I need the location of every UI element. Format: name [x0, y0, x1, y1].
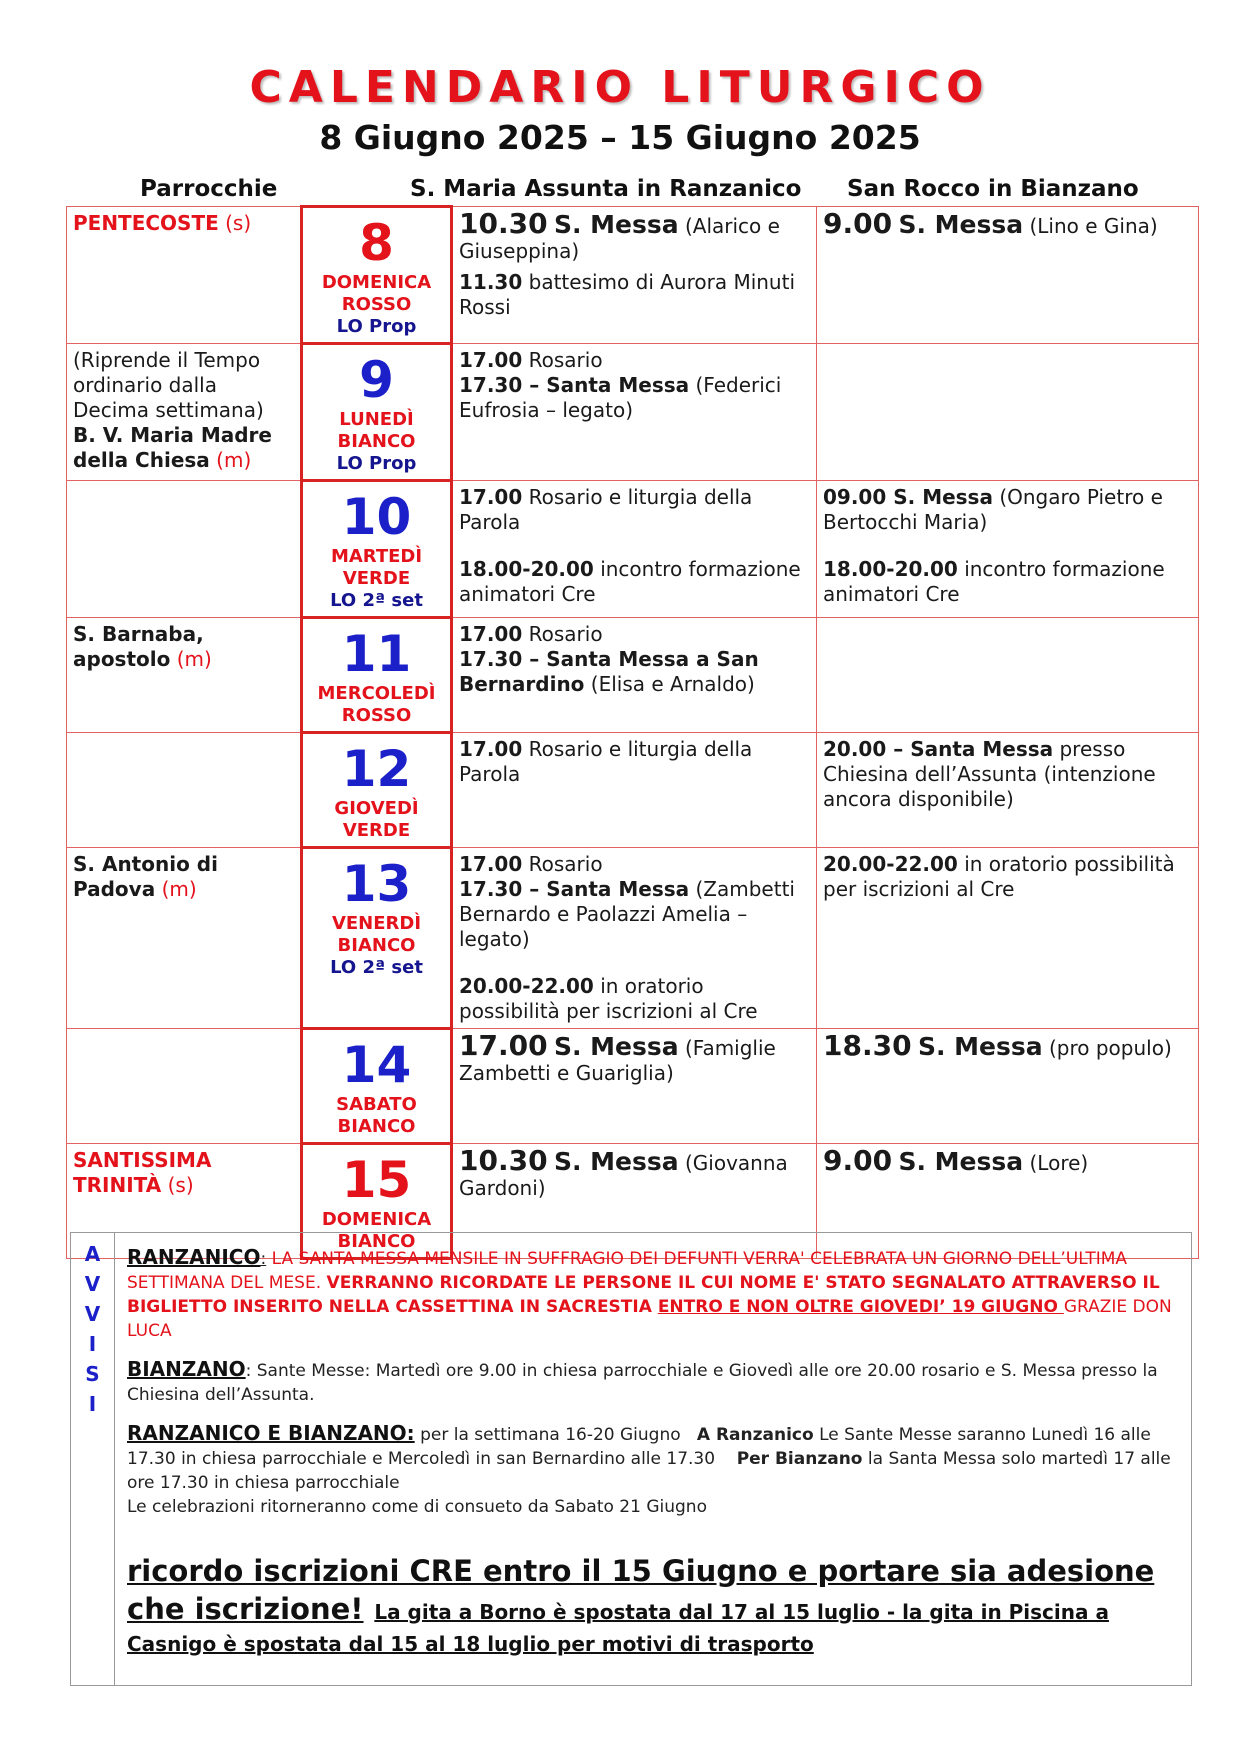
trip-notice: La gita a Borno è spostata dal 17 al 15 luglio - la gita in Piscina a Casnigo è spostata dal 15 al 18 luglio per motivi di trasporto [127, 1600, 1109, 1656]
event-time: 17.00 [459, 622, 523, 646]
notice-text-bold: VERRANNO RICORDATE LE PERSONE IL CUI NOME E' STATO SEGNALATO ATTRAVERSO IL BIGLIETTO INSERITO NELLA CASSETTINA IN SACRESTIA [127, 1273, 1160, 1317]
event-time: 11.30 [459, 270, 523, 294]
ranzanico-cell [452, 618, 817, 733]
event-text: (Ongaro Pietro e Bertocchi Maria) [823, 485, 1163, 534]
event-note: (Lore) [1029, 1151, 1089, 1175]
bianzano-cell [817, 481, 1199, 618]
notice-deadline: ENTRO E NON OLTRE GIOVEDI’ 19 GIUGNO [657, 1297, 1064, 1317]
feast-name: B. V. Maria Madre della Chiesa [73, 423, 272, 472]
feast-name: SANTISSIMA TRINITÀ [73, 1148, 212, 1197]
liturgical-color: ROSSO [341, 705, 412, 726]
column-header-parrocchie: Parrocchie [140, 176, 278, 202]
event-time: 17.00 [459, 852, 523, 876]
feast-cell [67, 207, 302, 344]
event-time: 17.30 – Santa Messa [459, 877, 690, 901]
column-header-bianzano: San Rocco in Bianzano [847, 176, 1139, 202]
feast-tag: (m) [161, 877, 197, 901]
notice-both [127, 1421, 1177, 1519]
column-header-ranzanico: S. Maria Assunta in Ranzanico [410, 176, 802, 202]
table-row [67, 848, 1199, 1029]
bianzano-cell [817, 733, 1199, 848]
notice-text: : Sante Messe: Martedì ore 9.00 in chiesa parrocchiale e Giovedì alle ore 20.00 rosario e S. Messa presso la Chiesina dell’Assunta. [127, 1361, 1158, 1405]
day-number: 15 [341, 1151, 412, 1209]
notice-colon: : [260, 1249, 267, 1269]
day-number: 9 [359, 351, 394, 409]
feast-cell [67, 733, 302, 848]
notice-text: per la settimana 16-20 Giugno [414, 1425, 681, 1445]
liturgical-color: VERDE [342, 568, 411, 589]
event-text: incontro formazione animatori Cre [823, 557, 1165, 606]
bianzano-cell [817, 207, 1199, 344]
feast-tag: (s) [167, 1173, 194, 1197]
event-text: Rosario [528, 622, 603, 646]
notice-text: LA SANTA MESSA MENSILE IN SUFFRAGIO DEI DEFUNTI VERRA' CELEBRATA UN GIORNO DELL’ULTIMA SETTIMANA DEL MESE. [127, 1249, 1128, 1293]
event-time: 9.00 [823, 207, 893, 240]
avvisi-letter: I [88, 1392, 97, 1416]
notice-heading: RANZANICO [127, 1245, 261, 1269]
notice-text-bold: Per Bianzano [736, 1449, 863, 1469]
table-row [67, 344, 1199, 481]
day-number: 10 [341, 488, 412, 546]
ranzanico-cell [452, 344, 817, 481]
day-name: MARTEDÌ [330, 546, 423, 567]
liturgical-color: BIANCO [337, 1116, 416, 1137]
bianzano-cell [817, 618, 1199, 733]
avvisi-letter: V [84, 1272, 101, 1296]
event-text: (Elisa e Arnaldo) [590, 672, 755, 696]
day-cell [302, 733, 452, 848]
event-time: 10.30 [459, 1144, 548, 1177]
feast-cell [67, 848, 302, 1029]
liturgy-hours: LO 2ª set [330, 957, 423, 978]
event-text: Rosario [528, 348, 603, 372]
feast-cell [67, 618, 302, 733]
notice-text: la Santa Messa solo martedì 17 alle ore 17.30 in chiesa parrocchiale [127, 1449, 1171, 1493]
cre-reminder: ricordo iscrizioni CRE entro il 15 Giugno e portare sia adesione che iscrizione! [127, 1554, 1155, 1626]
day-cell [302, 481, 452, 618]
ranzanico-cell [452, 733, 817, 848]
bianzano-cell [817, 848, 1199, 1029]
ranzanico-cell [452, 481, 817, 618]
day-cell [302, 1029, 452, 1144]
event-text: (Zambetti Bernardo e Paolazzi Amelia – legato) [459, 877, 795, 951]
day-cell [302, 207, 452, 344]
event-label: S. Messa [898, 1147, 1024, 1176]
liturgy-hours: LO 2ª set [330, 590, 423, 611]
bianzano-cell [817, 344, 1199, 481]
avvisi-side-label [71, 1233, 115, 1685]
event-label: S. Messa [553, 210, 679, 239]
event-label: S. Messa [553, 1032, 679, 1061]
table-row [67, 207, 1199, 344]
avvisi-box [70, 1232, 1192, 1686]
event-text: Rosario e liturgia della Parola [459, 737, 753, 786]
notice-bianzano [127, 1357, 1177, 1407]
event-note: (Famiglie Zambetti e Guariglia) [459, 1036, 776, 1085]
liturgical-color: BIANCO [337, 935, 416, 956]
event-time: 17.30 – Santa Messa a San Bernardino [459, 647, 759, 696]
notice-heading: RANZANICO E BIANZANO: [127, 1421, 415, 1445]
liturgical-color: BIANCO [337, 431, 416, 452]
day-number: 11 [341, 625, 412, 683]
liturgy-hours: LO Prop [336, 453, 417, 474]
notice-ranzanico [127, 1245, 1177, 1343]
event-time: 17.00 [459, 737, 523, 761]
event-time: 9.00 [823, 1144, 893, 1177]
table-row [67, 1029, 1199, 1144]
day-name: SABATO [336, 1094, 417, 1115]
ranzanico-cell [452, 1029, 817, 1144]
day-cell [302, 848, 452, 1029]
notice-heading: BIANZANO [127, 1357, 246, 1381]
event-time: 18.00-20.00 [459, 557, 594, 581]
event-text: presso Chiesina dell’Assunta (intenzione ancora disponibile) [823, 737, 1156, 811]
day-name: DOMENICA [321, 272, 432, 293]
event-note: (Giovanna Gardoni) [459, 1151, 788, 1200]
feast-cell [67, 1029, 302, 1144]
event-time: 17.00 [459, 485, 523, 509]
day-cell [302, 618, 452, 733]
page-title: CALENDARIO LITURGICO [249, 62, 991, 113]
table-row [67, 481, 1199, 618]
event-time: 18.00-20.00 [823, 557, 958, 581]
event-text: incontro formazione animatori Cre [459, 557, 801, 606]
day-name: LUNEDÌ [339, 409, 414, 430]
feast-note: (Riprende il Tempo ordinario dalla Decima settimana) [73, 348, 264, 422]
notice-text-bold: A Ranzanico [696, 1425, 814, 1445]
event-label: S. Messa [898, 210, 1024, 239]
feast-name: PENTECOSTE [73, 211, 219, 235]
ranzanico-cell [452, 848, 817, 1029]
feast-name: S. Antonio di Padova [73, 852, 218, 901]
event-note: (pro populo) [1048, 1036, 1172, 1060]
feast-cell [67, 481, 302, 618]
event-label: S. Messa [553, 1147, 679, 1176]
liturgical-color: VERDE [342, 820, 411, 841]
day-name: MERCOLEDÌ [317, 683, 436, 704]
liturgical-color: BIANCO [337, 1231, 416, 1252]
event-time: 20.00-22.00 [459, 974, 594, 998]
event-label: S. Messa [917, 1032, 1043, 1061]
avvisi-letter: I [88, 1332, 97, 1356]
feast-name: S. Barnaba, apostolo [73, 622, 204, 671]
event-text: (Federici Eufrosia – legato) [459, 373, 782, 422]
notice-signature: GRAZIE DON LUCA [127, 1297, 1172, 1341]
day-name: DOMENICA [321, 1209, 432, 1230]
event-time: 17.30 – Santa Messa [459, 373, 690, 397]
notice-text: Le celebrazioni ritorneranno come di consueto da Sabato 21 Giugno [127, 1497, 707, 1517]
feast-cell [67, 344, 302, 481]
date-range: 8 Giugno 2025 – 15 Giugno 2025 [319, 118, 921, 157]
event-time: 18.30 [823, 1029, 912, 1062]
liturgical-color: ROSSO [341, 294, 412, 315]
table-row [67, 733, 1199, 848]
day-number: 8 [359, 214, 394, 272]
feast-tag: (m) [176, 647, 212, 671]
event-text: in oratorio possibilità per iscrizioni al Cre [459, 974, 758, 1023]
avvisi-letter: A [84, 1242, 101, 1266]
event-note: (Alarico e Giuseppina) [459, 214, 780, 263]
event-time: 09.00 S. Messa [823, 485, 993, 509]
table-row [67, 618, 1199, 733]
liturgy-hours: LO Prop [336, 316, 417, 337]
notice-cre [127, 1553, 1177, 1661]
feast-tag: (s) [225, 211, 252, 235]
day-number: 12 [341, 740, 412, 798]
notice-text: Le Sante Messe saranno Lunedì 16 alle 17.30 in chiesa parrocchiale e Mercoledì in san Bernardino alle 17.30 [127, 1425, 1151, 1469]
day-name: GIOVEDÌ [334, 798, 419, 819]
day-name: VENERDÌ [331, 913, 422, 934]
avvisi-letter: V [84, 1302, 101, 1326]
event-text: Rosario [528, 852, 603, 876]
day-number: 13 [341, 855, 412, 913]
event-time: 17.00 [459, 348, 523, 372]
event-text: in oratorio possibilità per iscrizioni al Cre [823, 852, 1175, 901]
day-cell [302, 344, 452, 481]
event-time: 20.00 – Santa Messa [823, 737, 1054, 761]
event-time: 20.00-22.00 [823, 852, 958, 876]
calendar-table [66, 205, 1199, 1260]
event-note: (Lino e Gina) [1029, 214, 1158, 238]
event-time: 10.30 [459, 207, 548, 240]
event-text: battesimo di Aurora Minuti Rossi [459, 270, 796, 319]
avvisi-body [127, 1245, 1177, 1661]
event-time: 17.00 [459, 1029, 548, 1062]
day-number: 14 [341, 1036, 412, 1094]
ranzanico-cell [452, 207, 817, 344]
avvisi-letter: S [85, 1362, 100, 1386]
feast-tag: (m) [216, 448, 252, 472]
bianzano-cell [817, 1029, 1199, 1144]
event-text: Rosario e liturgia della Parola [459, 485, 753, 534]
